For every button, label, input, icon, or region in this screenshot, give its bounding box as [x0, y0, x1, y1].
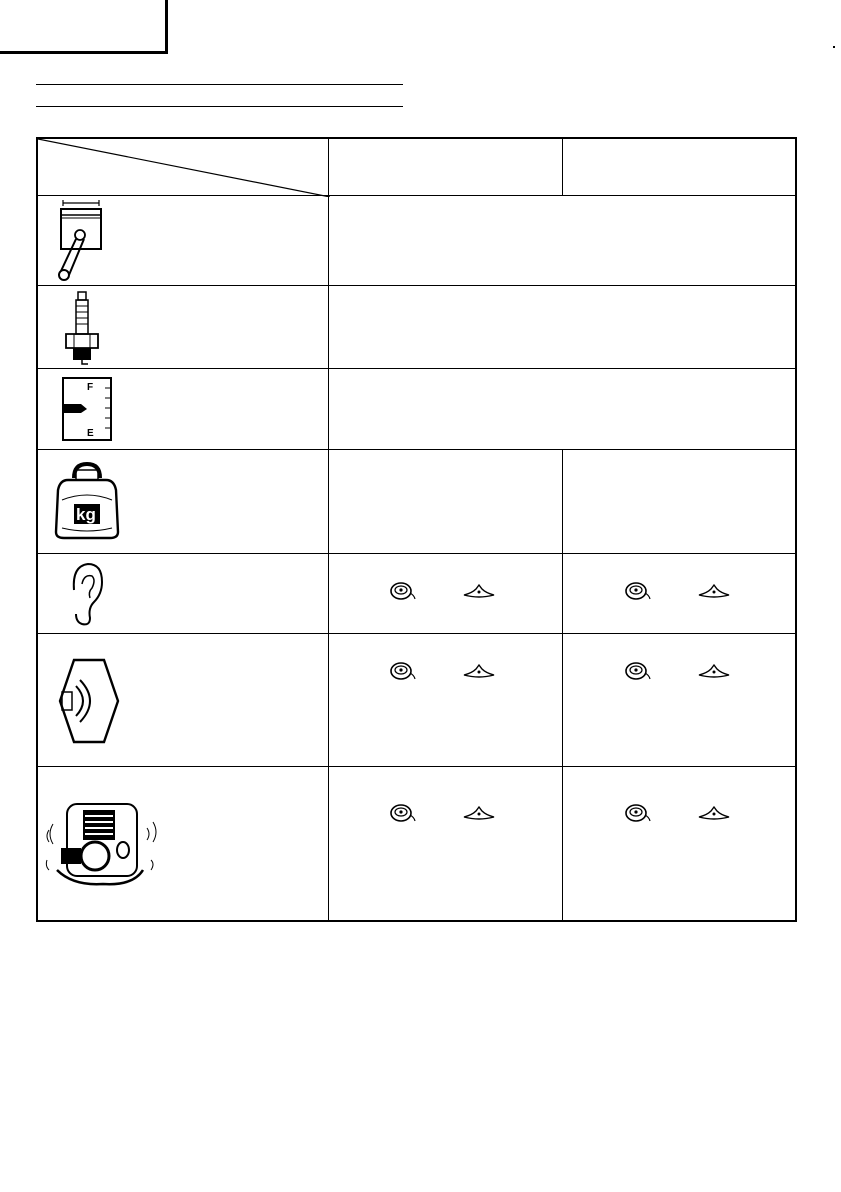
row-divider [38, 285, 795, 286]
vibration-label [164, 768, 328, 920]
three-tooth-blade-icon [462, 583, 496, 599]
subtitle-underline [36, 106, 403, 107]
three-tooth-blade-icon [697, 805, 731, 821]
header-diagonal [38, 139, 330, 197]
row-divider [38, 195, 795, 196]
weight-unit-label: kg [76, 505, 96, 524]
three-tooth-blade-icon [697, 663, 731, 679]
displacement-value [330, 197, 795, 285]
sound-power-label [128, 635, 328, 766]
spark-plug-icon [48, 289, 118, 367]
page-corner-tab [0, 0, 168, 54]
cutter-icons-model-1 [388, 661, 496, 681]
cutter-icons-model-1 [388, 803, 496, 823]
piston-displacement-icon [48, 199, 118, 285]
cutter-icons-model-2 [623, 803, 731, 823]
row-divider [38, 766, 795, 767]
three-tooth-blade-icon [462, 663, 496, 679]
cutter-icons-model-1 [388, 581, 496, 601]
row-divider [38, 553, 795, 554]
sound-pressure-label [128, 555, 328, 633]
spark-plug-value [330, 287, 795, 368]
cutter-icons-model-2 [623, 581, 731, 601]
title-underline [36, 84, 403, 85]
fuel-capacity-value [330, 370, 795, 449]
weight-icon [52, 459, 122, 543]
nylon-cutter-head-icon [388, 661, 416, 681]
row-divider [38, 368, 795, 369]
cutter-icons-model-2 [623, 661, 731, 681]
nylon-cutter-head-icon [388, 803, 416, 823]
fuel-tank-icon [52, 375, 122, 443]
column-divider [562, 139, 563, 195]
three-tooth-blade-icon [697, 583, 731, 599]
weight-value-model-1 [330, 451, 562, 553]
column-divider [562, 449, 563, 920]
nylon-cutter-head-icon [623, 581, 651, 601]
corner-mark [833, 46, 835, 48]
header-model-1 [330, 139, 562, 195]
specifications-table [36, 137, 797, 922]
column-divider [328, 139, 329, 920]
nylon-cutter-head-icon [623, 803, 651, 823]
row-divider [38, 449, 795, 450]
gauge-full-label: F [87, 382, 94, 393]
weight-value-model-2 [564, 451, 795, 553]
gauge-empty-label: E [87, 428, 94, 439]
ear-sound-icon [56, 559, 116, 629]
nylon-cutter-head-icon [388, 581, 416, 601]
nylon-cutter-head-icon [623, 661, 651, 681]
header-model-2 [564, 139, 795, 195]
three-tooth-blade-icon [462, 805, 496, 821]
row-divider [38, 633, 795, 634]
engine-vibration-icon [42, 799, 162, 891]
sound-power-icon [52, 655, 122, 747]
